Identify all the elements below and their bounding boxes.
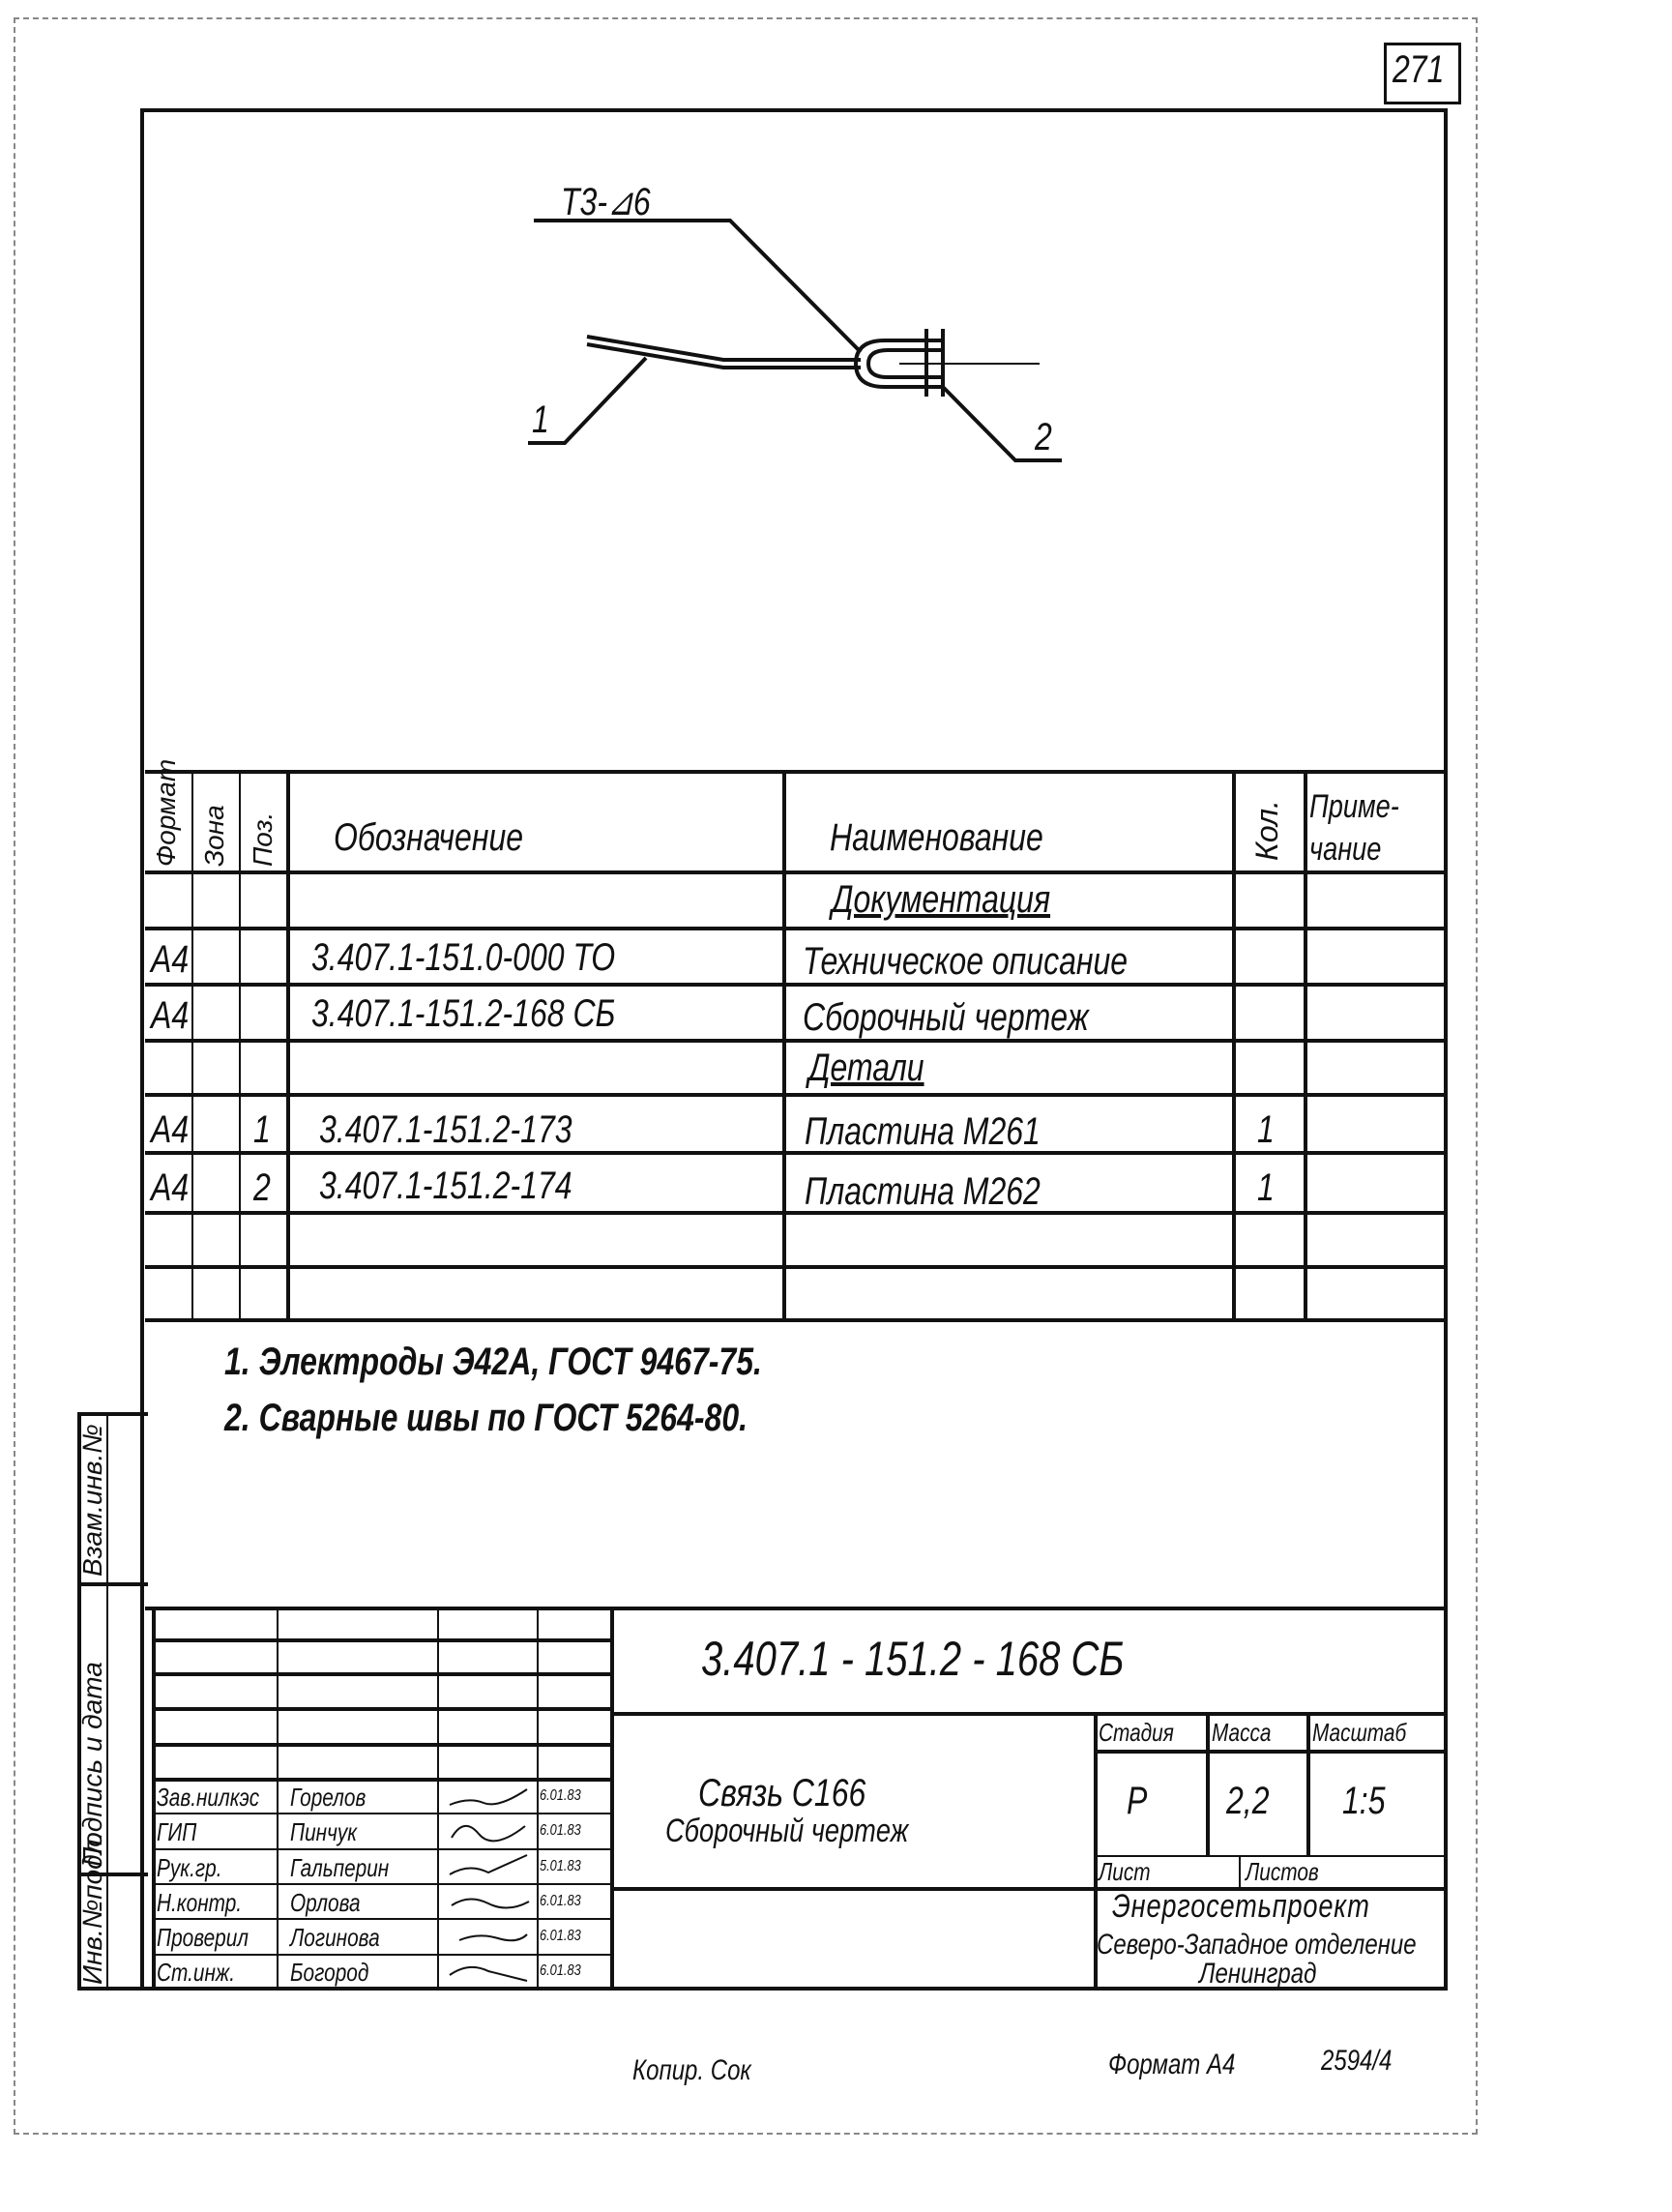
signer-name: Пинчук (290, 1817, 358, 1846)
sheets-label: Листов (1246, 1857, 1319, 1886)
header-format: Формат (151, 758, 181, 867)
signer-role: Зав.нилкэс (157, 1783, 260, 1812)
signer-role: Рук.гр. (157, 1853, 222, 1882)
sheet-label: Лист (1099, 1857, 1151, 1886)
stage-value: Р (1127, 1780, 1148, 1822)
row-qty: 1 (1257, 1108, 1275, 1151)
row-pos: 2 (253, 1166, 271, 1209)
row-format: А4 (151, 1166, 190, 1209)
signatures (440, 1778, 537, 1991)
rod-part-1 (587, 337, 861, 360)
footer-format: Формат А4 (1108, 2049, 1236, 2080)
title-name-line1: Связь С166 (698, 1772, 866, 1814)
side-sign-date: Подпись и дата (77, 1662, 107, 1867)
signer-role: Ст.инж. (157, 1958, 235, 1987)
signer-date: 6.01.83 (540, 1822, 581, 1839)
row-format: А4 (151, 938, 190, 981)
stage-label: Стадия (1099, 1718, 1174, 1747)
section-details: Детали (808, 1047, 924, 1089)
signer-role: Н.контр. (157, 1888, 243, 1917)
row-format: А4 (151, 1108, 190, 1151)
side-replace-inv: Взам.инв.№ (77, 1424, 107, 1577)
signer-name: Орлова (290, 1888, 361, 1917)
signer-date: 6.01.83 (540, 1962, 581, 1979)
pos1-label: 1 (532, 398, 549, 441)
row-designation: 3.407.1-151.2-168 СБ (311, 992, 616, 1035)
header-name: Наименование (830, 816, 1043, 859)
row-designation: 3.407.1-151.0-000 ТО (311, 936, 616, 979)
row-name: Сборочный чертеж (803, 996, 1089, 1039)
signer-name: Гальперин (290, 1853, 390, 1882)
signer-date: 6.01.83 (540, 1893, 581, 1909)
row-format: А4 (151, 994, 190, 1037)
header-zone: Зона (199, 805, 229, 867)
header-note: Приме-чание (1309, 788, 1399, 868)
row-name: Пластина М261 (805, 1110, 1041, 1153)
assembly-drawing (0, 0, 1672, 774)
footer-code: 2594/4 (1321, 2045, 1393, 2077)
scale-label: Масштаб (1312, 1718, 1407, 1747)
header-designation: Обозначение (334, 816, 524, 859)
mass-value: 2,2 (1226, 1780, 1270, 1822)
rod-part-1-lower (587, 344, 861, 368)
section-documentation: Документация (832, 878, 1051, 921)
row-name: Техническое описание (803, 940, 1129, 983)
note-1: 1. Электроды Э42А, ГОСТ 9467-75. (224, 1341, 762, 1383)
signer-role: ГИП (157, 1817, 197, 1846)
org-division: Северо-Западное отделение (1097, 1929, 1417, 1961)
pos2-label: 2 (1035, 416, 1052, 458)
row-pos: 1 (253, 1108, 271, 1151)
note-2: 2. Сварные швы по ГОСТ 5264-80. (224, 1397, 748, 1439)
org-name: Энергосетьпроект (1112, 1888, 1370, 1925)
signer-name: Логинова (290, 1923, 380, 1952)
signer-date: 6.01.83 (540, 1928, 581, 1944)
row-qty: 1 (1257, 1166, 1275, 1209)
org-city: Ленинград (1199, 1958, 1317, 1990)
row-name: Пластина М262 (805, 1170, 1041, 1213)
title-designation: 3.407.1 - 151.2 - 168 СБ (701, 1632, 1125, 1686)
header-pos: Поз. (248, 811, 278, 867)
sheet-number: 271 (1393, 48, 1445, 91)
signer-date: 5.01.83 (540, 1858, 581, 1874)
signer-name: Богород (290, 1958, 369, 1987)
mass-label: Масса (1212, 1718, 1272, 1747)
row-designation: 3.407.1-151.2-174 (319, 1165, 572, 1207)
signer-name: Горелов (290, 1783, 367, 1812)
weld-leader-line (534, 221, 861, 352)
footer-copied: Копир. Сок (632, 2054, 751, 2086)
signer-role: Проверил (157, 1923, 249, 1952)
scale-value: 1:5 (1342, 1780, 1386, 1822)
side-inv-orig: Инв.№подл. (77, 1831, 107, 1985)
title-name-line2: Сборочный чертеж (665, 1813, 909, 1849)
signer-date: 6.01.83 (540, 1787, 581, 1804)
weld-label: Т3-⊿6 (561, 181, 651, 223)
header-qty: Кол. (1249, 800, 1284, 861)
row-designation: 3.407.1-151.2-173 (319, 1108, 572, 1151)
